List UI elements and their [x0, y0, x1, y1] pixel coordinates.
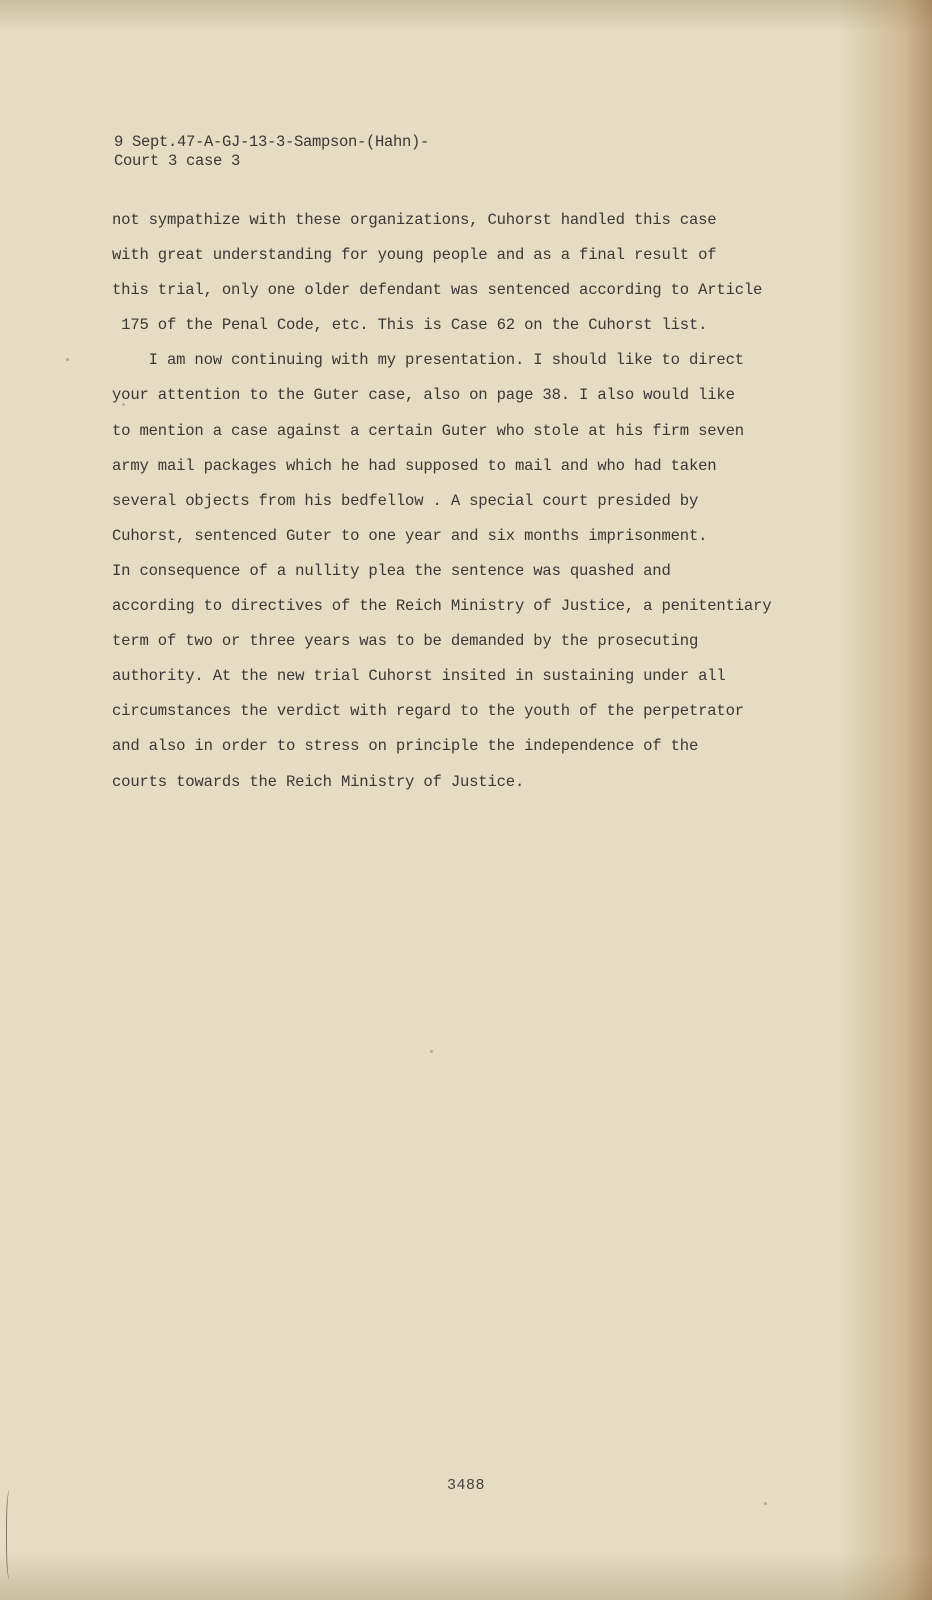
text-line: according to directives of the Reich Ministry of Justice, a penitentiary — [112, 597, 772, 616]
text-line: 175 of the Penal Code, etc. This is Case 62 on the Cuhorst list. — [112, 316, 708, 335]
header-court-line: Court 3 case 3 — [114, 152, 241, 170]
paper-speck — [764, 1502, 767, 1505]
text-line: term of two or three years was to be demanded by the prosecuting — [112, 632, 699, 651]
text-line: your attention to the Guter case, also on page 38. I also would like — [112, 386, 735, 405]
paper-speck — [122, 403, 125, 406]
text-line: and also in order to stress on principle the independence of the — [112, 737, 699, 756]
body-text — [112, 209, 912, 806]
page-number: 3488 — [446, 1477, 485, 1494]
paper-edge-mark — [6, 1490, 15, 1580]
text-line: not sympathize with these organizations, Cuhorst handled this case — [112, 211, 717, 229]
document-header — [114, 133, 429, 171]
text-line: army mail packages which he had supposed to mail and who had taken — [112, 456, 717, 475]
text-line: courts towards the Reich Ministry of Justice. — [112, 772, 525, 791]
text-line: I am now continuing with my presentation. I should like to direct — [112, 351, 744, 370]
text-line: with great understanding for young people and as a final result of — [112, 246, 717, 265]
text-line: this trial, only one older defendant was sentenced according to Article — [112, 281, 763, 300]
paper-speck — [66, 358, 69, 361]
text-line: circumstances the verdict with regard to the youth of the perpetrator — [112, 702, 744, 721]
paper-speck — [430, 1050, 433, 1053]
text-line: authority. At the new trial Cuhorst insited in sustaining under all — [112, 667, 726, 686]
text-line: to mention a case against a certain Guter who stole at his firm seven — [112, 421, 744, 440]
text-line: several objects from his bedfellow . A special court presided by — [112, 491, 699, 510]
text-line: In consequence of a nullity plea the sentence was quashed and — [112, 561, 671, 580]
header-reference-line: 9 Sept.47-A-GJ-13-3-Sampson-(Hahn)- — [114, 133, 430, 151]
text-line: Cuhorst, sentenced Guter to one year and six months imprisonment. — [112, 526, 708, 545]
